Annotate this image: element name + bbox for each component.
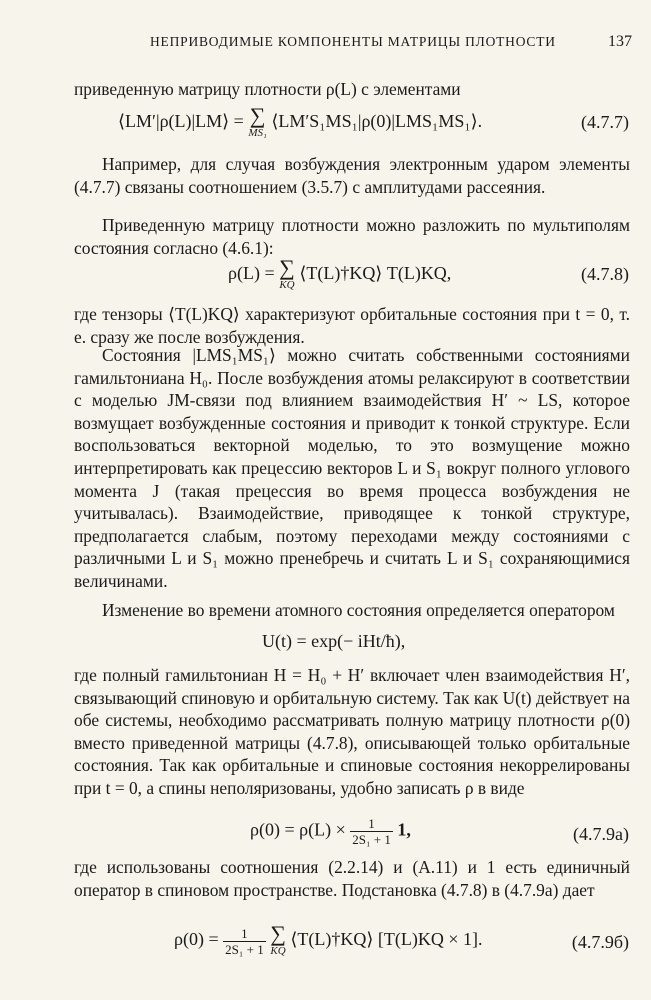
eq-479b-right: ⟨T(L)†KQ⟩ [T(L)KQ × 1]. [290, 929, 483, 950]
eq-479b-sum-index: KQ [270, 945, 286, 957]
page-header [0, 34, 651, 58]
equation-number: (4.7.9б) [571, 932, 629, 952]
paragraph-6: Изменение во времени атомного состояния определяется оператором [102, 600, 615, 620]
paragraph-3: Приведенную матрицу плотности можно разложить по мультиполям состояния согласно (4.6.1): [74, 215, 630, 258]
eq-479a-right: 1, [397, 819, 411, 840]
eq-477-right: ⟨LM′S₁MS₁|ρ(0)|LMS₁MS₁⟩. [271, 111, 483, 132]
eq-479b-num: 1 [223, 926, 266, 942]
sum-symbol: ∑ KQ [270, 921, 286, 957]
eq-478-left: ρ(L) = [228, 263, 275, 284]
equation-4-7-8 [0, 256, 651, 290]
eq-478-right: ⟨T(L)†KQ⟩ T(L)KQ, [299, 263, 452, 284]
page-number: 137 [608, 33, 632, 50]
running-title: НЕПРИВОДИМЫЕ КОМПОНЕНТЫ МАТРИЦЫ ПЛОТНОСТИ [150, 34, 556, 49]
eq-U-text: U(t) = exp(− iHt/ħ), [262, 631, 406, 651]
fraction [223, 926, 266, 957]
equation-number: (4.7.8) [581, 264, 629, 284]
equation-number: (4.7.7) [581, 112, 629, 132]
eq-478-sum-index: KQ [279, 279, 295, 291]
eq-479b-den: 2S₁ + 1 [225, 941, 264, 957]
sum-symbol: ∑ MS₁ [248, 103, 267, 139]
equation-4-7-7 [0, 102, 651, 139]
eq-479b-left: ρ(0) = [174, 929, 219, 950]
eq-479a-den: 2S₁ + 1 [352, 832, 391, 847]
paragraph-5: Состояния |LMS₁MS₁⟩ можно считать собственными состояниями гамильтониана H₀. После возбуждения атомы релаксируют в соответствии с моделью JM-связи под влиянием взаимодействия H′ ~ LS, которое возмущает возбужденные состояния и приводит к тонкой структуре. Если воспользоваться векторной моделью, то это возмущение можно интерпретировать как прецессию векторов L и S₁ вокруг полного углового момента J (такая прецессия во время процесса возбуждения не учитывалась). Взаимодействие, приводящее к тонкой структуре, предполагается слабым, поэтому переходами между состояниями с различными L и S₁ можно пренебречь и считать L и S₁ сохраняющимися величинами. [74, 345, 630, 591]
paragraph-8: где использованы соотношения (2.2.14) и (А.11) и 1 есть единичный оператор в спиновом пространстве. Подстановка (4.7.8) в (4.7.9а) дает [74, 857, 630, 900]
paragraph-4: где тензоры ⟨T(L)KQ⟩ характеризуют орбитальные состояния при t = 0, т. е. сразу же после возбуждения. [74, 304, 630, 347]
eq-477-sum-index: MS₁ [248, 127, 267, 139]
equation-U [0, 629, 651, 663]
fraction [350, 816, 393, 847]
eq-479a-num: 1 [350, 816, 393, 832]
equation-number: (4.7.9a) [573, 824, 629, 844]
paragraph-1: приведенную матрицу плотности ρ(L) с элементами [74, 79, 461, 99]
equation-4-7-9a [0, 816, 651, 850]
equation-4-7-9b [0, 921, 651, 958]
paragraph-7: где полный гамильтониан H = H₀ + H′ включает член взаимодействия H′, связывающий спиновую и орбитальную систему. Так как U(t) действует на обе системы, необходимо рассматривать полную матрицу плотности ρ(0) вместо приведенной матрицы (4.7.8), описывающей только орбитальные состояния. Так как орбитальные и спиновые состояния некоррелированы при t = 0, а спины неполяризованы, удобно записать ρ в виде [74, 665, 630, 798]
eq-477-left: ⟨LM′|ρ(L)|LM⟩ = [118, 111, 244, 132]
paragraph-2: Например, для случая возбуждения электронным ударом элементы (4.7.7) связаны соотношением (3.5.7) с амплитудами рассеяния. [74, 154, 630, 197]
sum-symbol: ∑ KQ [279, 255, 295, 291]
eq-479a-left: ρ(0) = ρ(L) × [250, 819, 346, 840]
